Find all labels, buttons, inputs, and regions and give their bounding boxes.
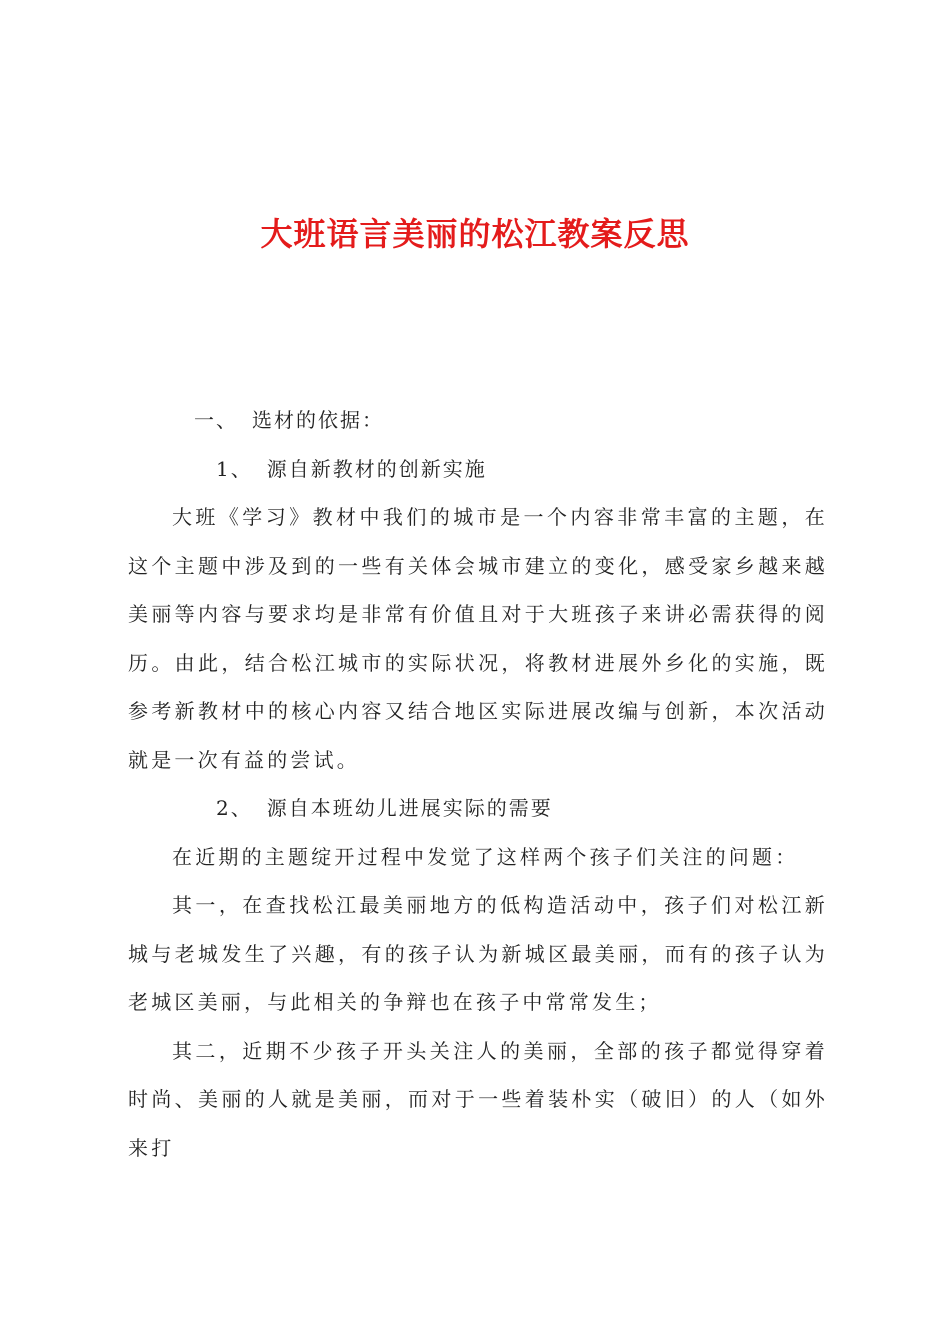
item-marker: 2、	[216, 796, 253, 820]
item-heading-1	[128, 445, 828, 494]
item-marker: 1、	[216, 456, 253, 481]
item-label: 源自本班幼儿进展实际的需要	[266, 796, 553, 820]
item-heading-2	[128, 784, 828, 833]
paragraph: 在近期的主题绽开过程中发觉了这样两个孩子们关注的问题：	[172, 844, 799, 869]
document-body	[128, 396, 828, 1172]
item-label: 源自新教材的创新实施	[266, 456, 487, 481]
paragraph: 大班《学习》教材中我们的城市是一个内容非常丰富的主题，在这个主题中涉及到的一些有关体会城市建立的变化，感受家乡越来越美丽等内容与要求均是非常有价值且对于大班孩子来讲必需获得的阅历。由此，结合松江城市的实际状况，将教材进展外乡化的实施，既参考新教材中的核心内容又结合地区实际进展改编与创新，本次活动就是一次有益的尝试。	[128, 505, 828, 772]
document-title: 大班语言美丽的松江教案反思	[260, 215, 690, 253]
section-label: 选材的依据：	[252, 408, 384, 432]
paragraph: 其一，在查找松江最美丽地方的低构造活动中，孩子们对松江新城与老城发生了兴趣，有的孩子认为新城区最美丽，而有的孩子认为老城区美丽，与此相关的争辩也在孩子中常常发生；	[128, 893, 828, 1014]
section-marker: 一、	[194, 408, 238, 432]
section-heading-1	[128, 396, 828, 445]
paragraph: 其二，近期不少孩子开头关注人的美丽，全部的孩子都觉得穿着时尚、美丽的人就是美丽，而对于一些着装朴实（破旧）的人（如外来打	[128, 1038, 828, 1160]
